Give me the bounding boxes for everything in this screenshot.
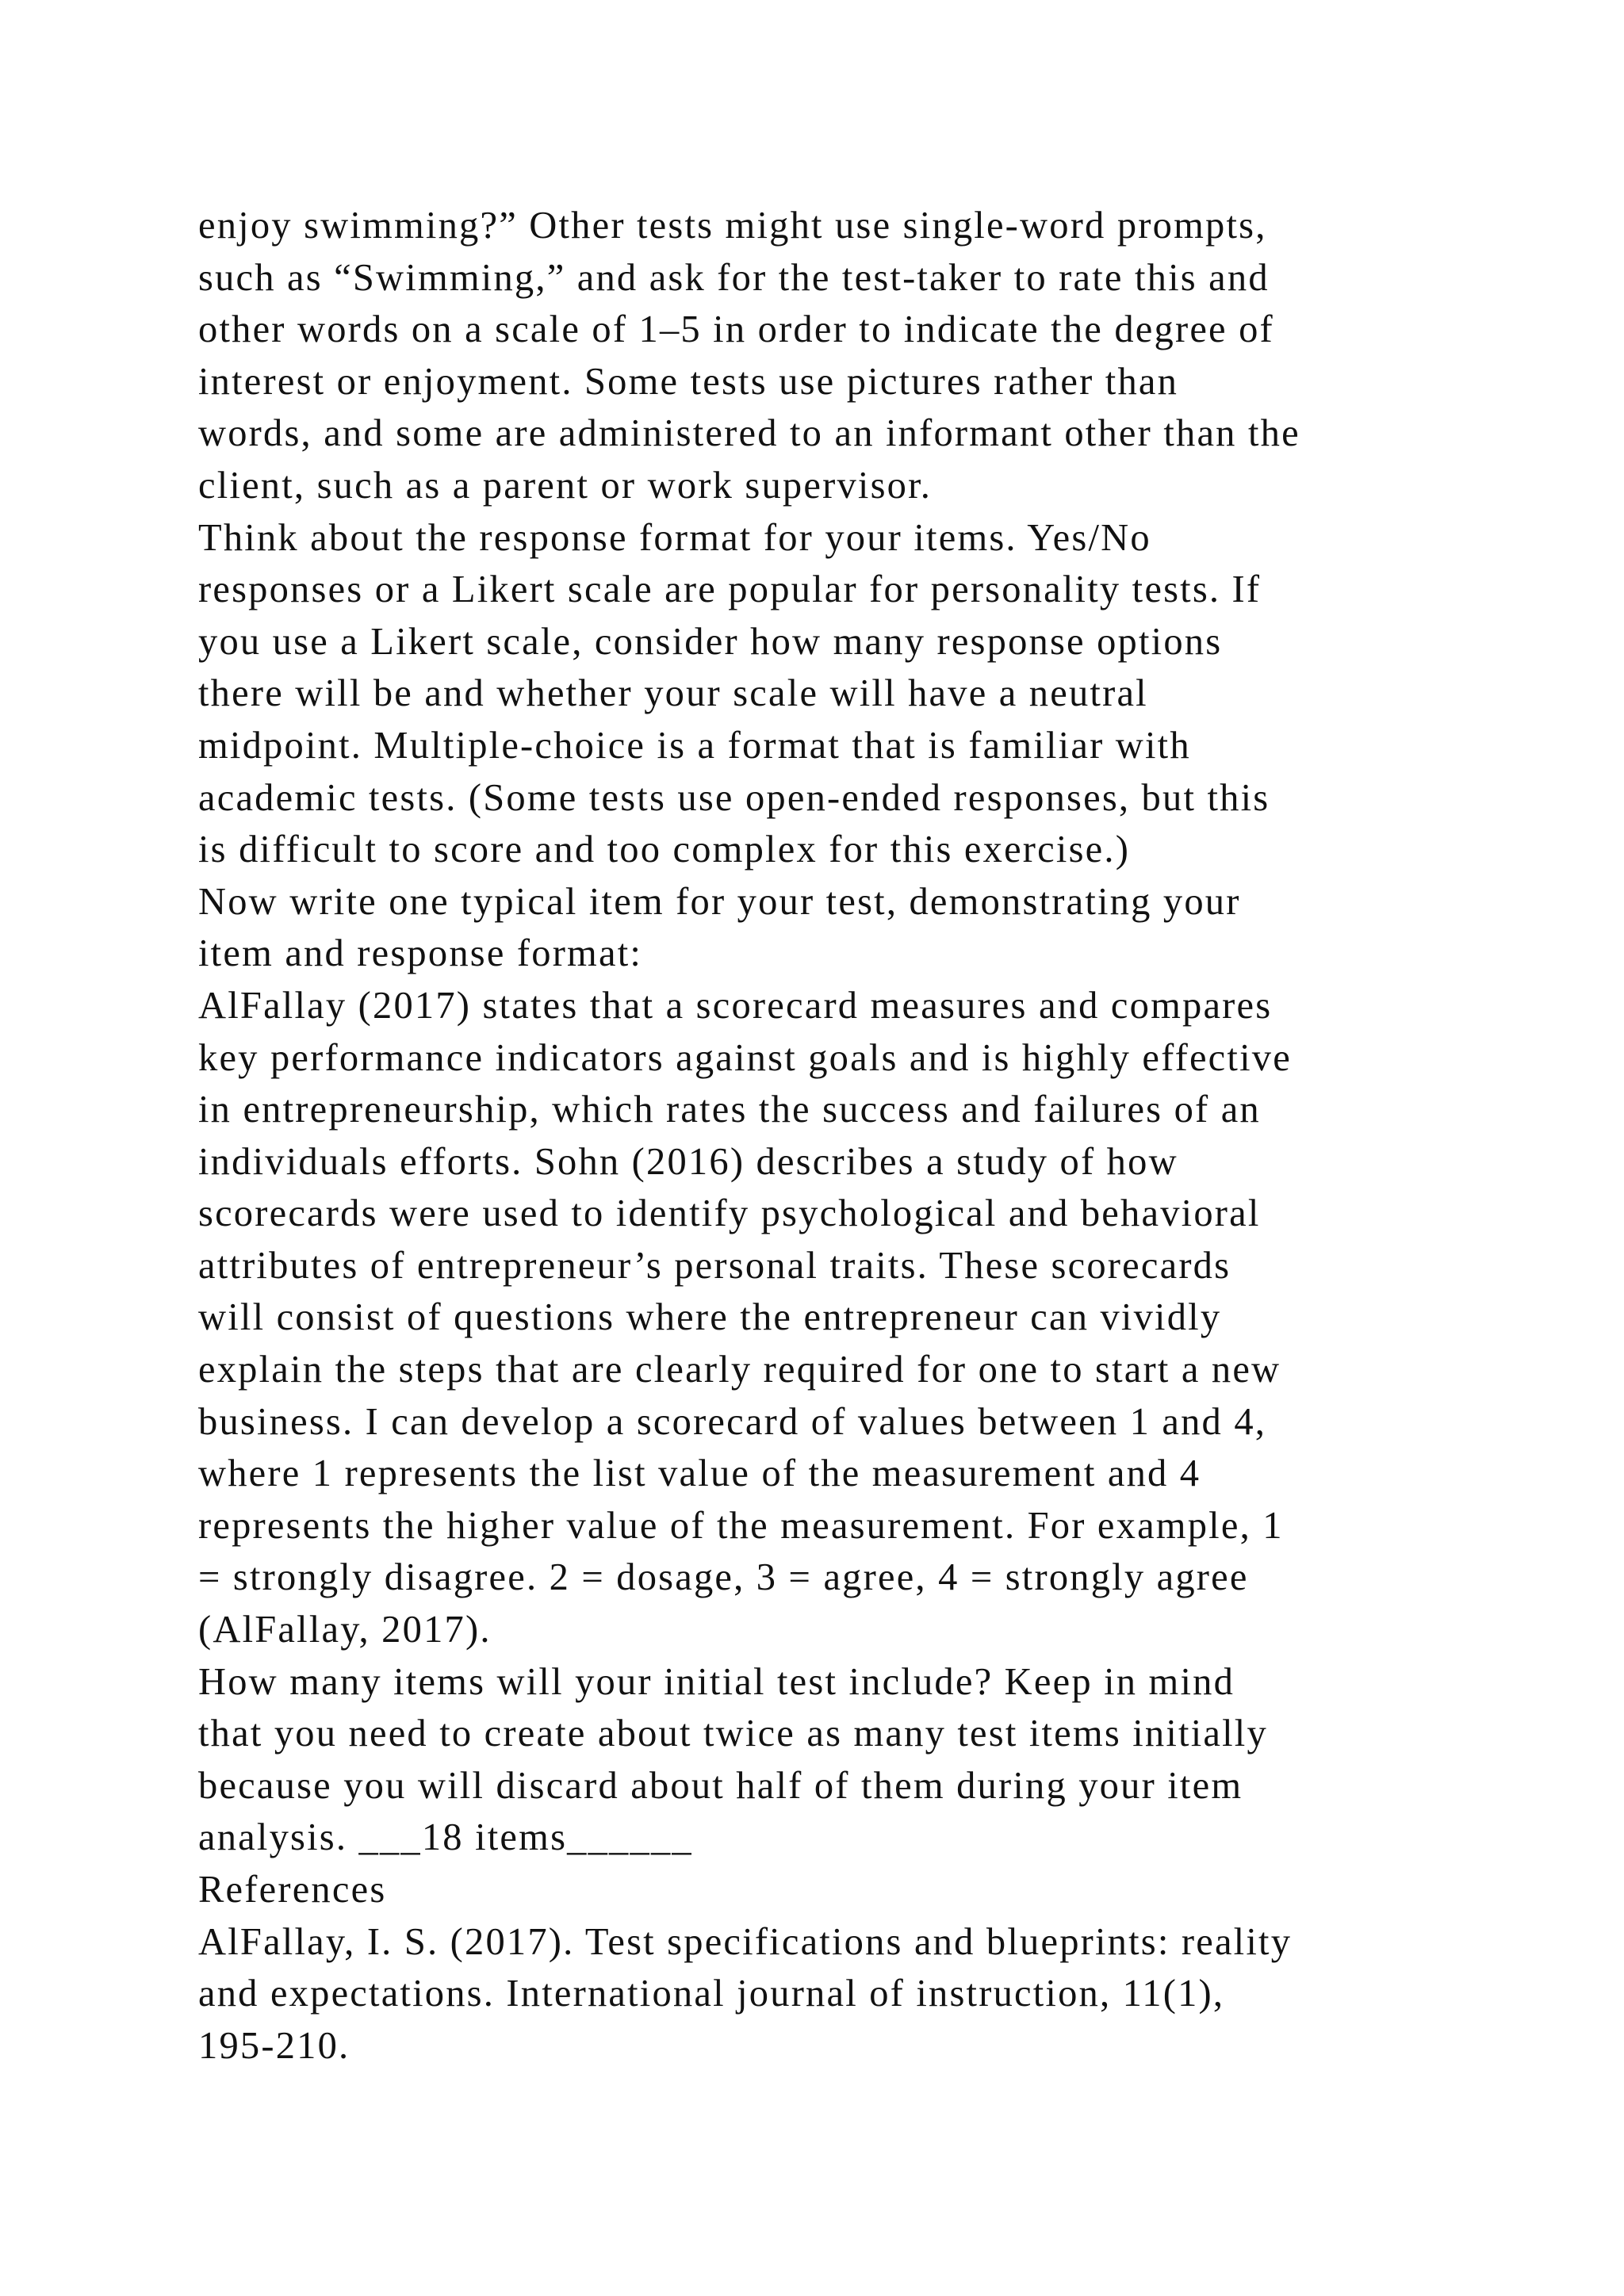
text-line: you use a Likert scale, consider how many response options [198,620,1223,663]
text-line: attributes of entrepreneur’s personal traits. These scorecards [198,1244,1231,1287]
text-line: responses or a Likert scale are popular for personality tests. If [198,568,1262,611]
text-line: Now write one typical item for your test, demonstrating your [198,880,1241,923]
text-line: other words on a scale of 1–5 in order to indicate the degree of [198,308,1274,351]
text-line: words, and some are administered to an informant other than the [198,412,1300,455]
reference-entry-line: AlFallay, I. S. (2017). Test specifications and blueprints: reality [198,1920,1293,1963]
text-line: because you will discard about half of them during your item [198,1764,1243,1807]
text-line: item and response format: [198,932,643,975]
text-line: academic tests. (Some tests use open-ended responses, but this [198,776,1270,819]
body-text [198,200,1507,2072]
text-line: scorecards were used to identify psychological and behavioral [198,1192,1261,1235]
text-line: How many items will your initial test include? Keep in mind [198,1660,1235,1703]
text-line: will consist of questions where the entrepreneur can vividly [198,1296,1222,1339]
references-heading: References [198,1869,387,1911]
text-line: Think about the response format for your items. Yes/No [198,516,1151,559]
reference-entry-line: and expectations. International journal of instruction, 11(1), [198,1973,1225,2015]
text-line: AlFallay (2017) states that a scorecard measures and compares [198,984,1273,1027]
text-line: where 1 represents the list value of the measurement and 4 [198,1452,1201,1495]
text-line: midpoint. Multiple-choice is a format that is familiar with [198,724,1191,767]
text-line: in entrepreneurship, which rates the success and failures of an [198,1089,1261,1131]
reference-entry-line: 195-210. [198,2024,350,2067]
text-line: represents the higher value of the measurement. For example, 1 [198,1504,1284,1547]
text-line: there will be and whether your scale will have a neutral [198,672,1148,715]
text-line: business. I can develop a scorecard of values between 1 and 4, [198,1400,1267,1443]
text-line: such as “Swimming,” and ask for the test-taker to rate this and [198,256,1270,299]
text-line: = strongly disagree. 2 = dosage, 3 = agree, 4 = strongly agree [198,1556,1249,1599]
text-line: (AlFallay, 2017). [198,1609,492,1651]
text-line: client, such as a parent or work supervisor. [198,464,933,507]
text-line: explain the steps that are clearly required for one to start a new [198,1349,1281,1391]
text-line: analysis. ___18 items______ [198,1816,693,1859]
text-line: interest or enjoyment. Some tests use pictures rather than [198,360,1179,403]
text-line: enjoy swimming?” Other tests might use single-word prompts, [198,205,1267,247]
text-line: key performance indicators against goals and is highly effective [198,1036,1292,1079]
text-line: is difficult to score and too complex for this exercise.) [198,828,1131,871]
text-line: that you need to create about twice as many test items initially [198,1712,1268,1755]
text-line: individuals efforts. Sohn (2016) describes a study of how [198,1140,1178,1183]
